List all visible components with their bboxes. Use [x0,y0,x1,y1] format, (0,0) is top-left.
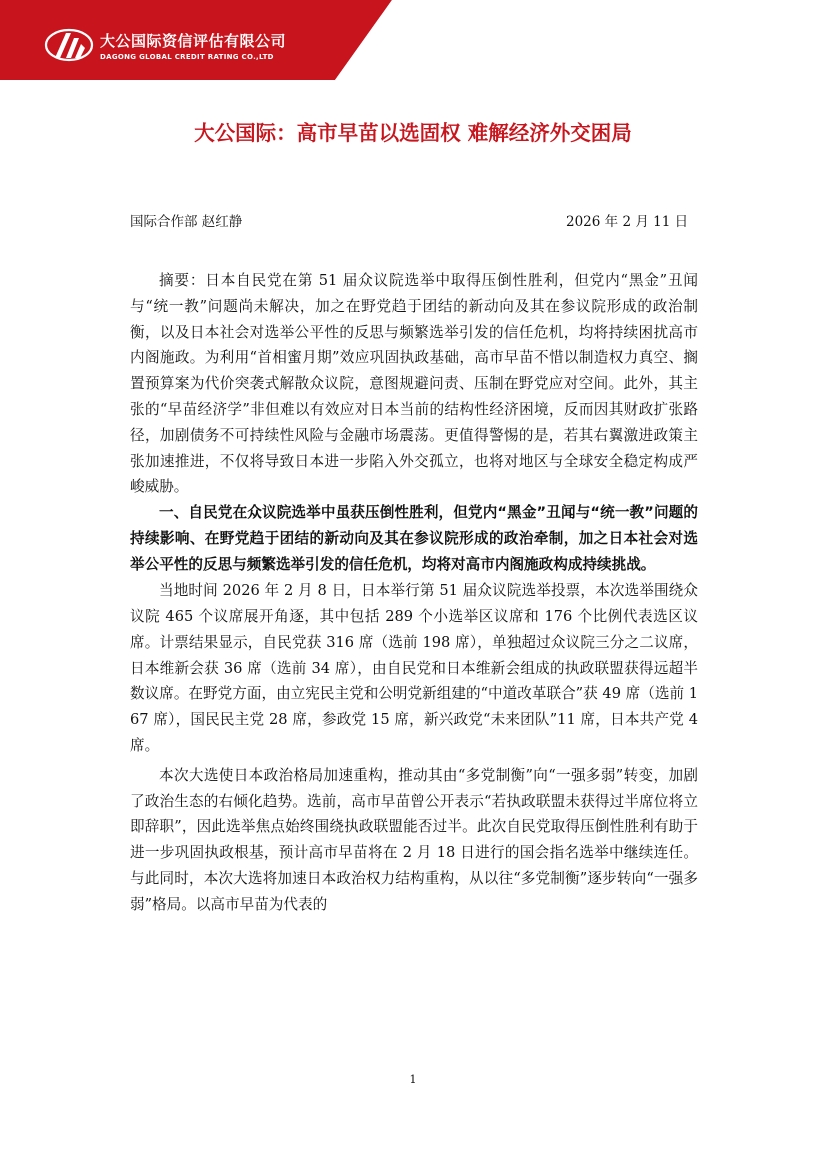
section-heading: 一、自民党在众议院选举中虽获压倒性胜利，但党内“黑金”丑闻与“统一教”问题的持续影响、在野党趋于团结的新动向及其在参议院形成的政治牵制，加之日本社会对选举公平性的反思与频繁选举引发的信任危机，均将对高市内阁施政构成持续挑战。 [130,504,698,574]
body-paragraph: 当地时间 2026 年 2 月 8 日，日本举行第 51 届众议院选举投票，本次选举围绕众议院 465 个议席展开角逐，其中包括 289 个小选举区议席和 176 个比例代表选区议席。计票结果显示，自民党获 316 席（选前 198 席），单独超过众议院三分之二议席，日本维新会获 36 席（选前 34 席），由自民党和日本维新会组成的执政联盟获得远超半数议席。在野党方面，由立宪民主党和公明党新组建的“中道改革联合”获 49 席（选前 167 席），国民民主党 28 席，参政党 15 席，新兴政党“未来团队”11 席，日本共产党 4 席。 [130,582,698,754]
article-date: 2026 年 2 月 11 日 [566,214,689,230]
article-byline: 国际合作部 赵红静 [130,214,243,230]
dagong-logo-icon [44,28,94,62]
body-paragraph: 本次大选使日本政治格局加速重构，推动其由“多党制衡”向“一强多弱”转变，加剧了政治生态的右倾化趋势。选前，高市早苗曾公开表示“若执政联盟未获得过半席位将立即辞职”，因此选举焦点始终围绕执政联盟能否过半。此次自民党取得压倒性胜利有助于进一步巩固执政根基，预计高市早苗将在 2 月 18 日进行的国会指名选举中继续连任。与此同时，本次大选将加速日本政治权力结构重构，从以往“多党制衡”逐步转向“一强多弱”格局。以高市早苗为代表的 [130,766,698,913]
company-name-en: DAGONG GLOBAL CREDIT RATING CO.,LTD [100,53,274,61]
company-name-cn: 大公国际资信评估有限公司 [100,32,287,50]
article-title: 大公国际：高市早苗以选固权 难解经济外交困局 [194,121,632,145]
abstract-paragraph: 摘要：日本自民党在第 51 届众议院选举中取得压倒性胜利，但党内“黑金”丑闻与“统一教”问题尚未解决，加之在野党趋于团结的新动向及其在参议院形成的政治制衡，以及日本社会对选举公平性的反思与频繁选举引发的信任危机，均将持续困扰高市内阁施政。为利用“首相蜜月期”效应巩固执政基础，高市早苗不惜以制造权力真空、搁置预算案为代价突袭式解散众议院，意图规避问责、压制在野党应对空间。此外，其主张的“早苗经济学”非但难以有效应对日本当前的结构性经济困境，反而因其财政扩张路径，加剧债务不可持续性风险与金融市场震荡。更值得警惕的是，若其右翼激进政策主张加速推进，不仅将导致日本进一步陷入外交孤立，也将对地区与全球安全稳定构成严峻威胁。 [130,272,698,496]
header-banner [0,0,826,80]
page-number: 1 [409,1073,417,1086]
article-body [130,268,698,918]
